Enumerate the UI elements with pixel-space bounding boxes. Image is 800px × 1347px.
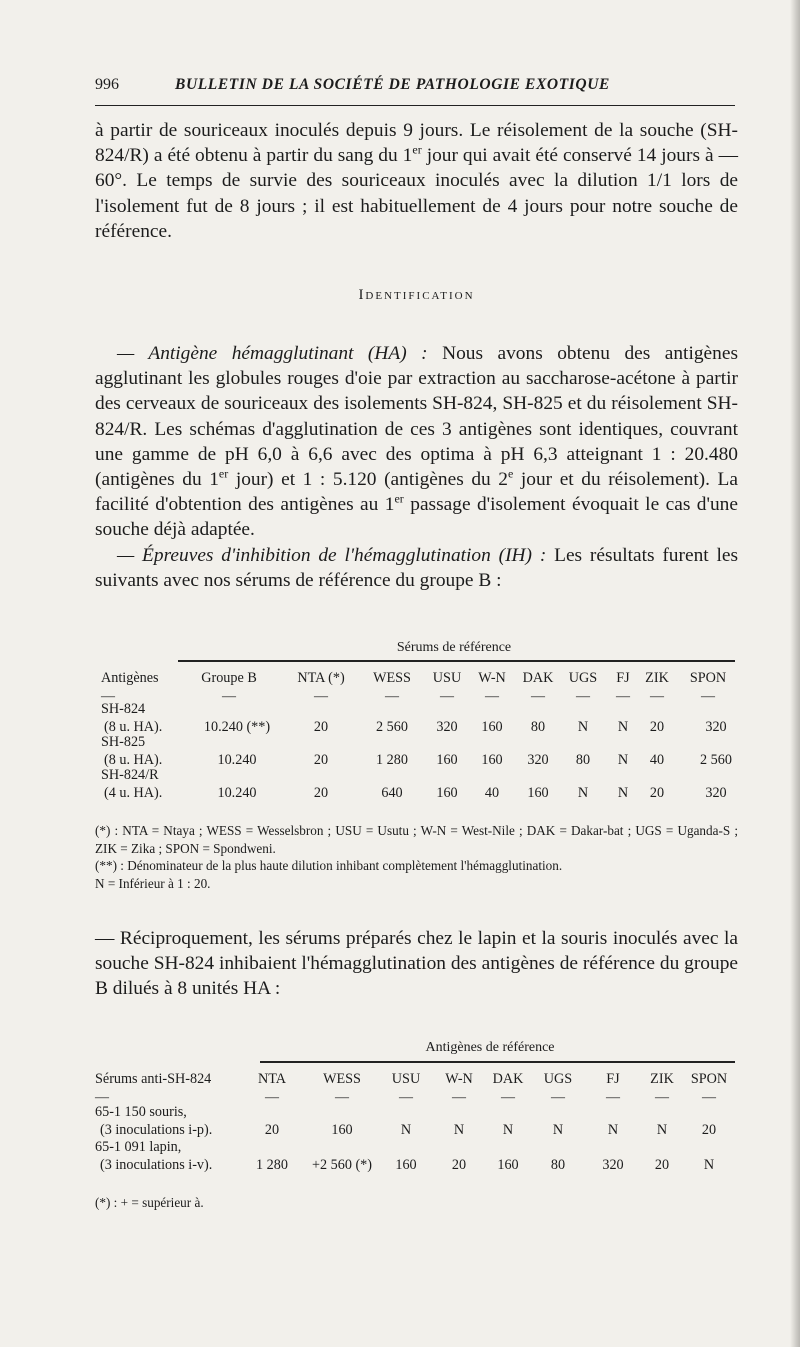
table-cell: N: [617, 785, 629, 801]
table-cell: 160: [331, 1122, 353, 1138]
table-group-brace: [260, 1061, 735, 1063]
table-cell: 160: [395, 1157, 417, 1173]
table-cell: 320: [602, 1157, 624, 1173]
table-header-dash: —: [576, 689, 590, 704]
table-header-dash: —: [222, 689, 236, 704]
table-header-dash: —: [501, 1090, 515, 1105]
table-header-dash: —: [314, 689, 328, 704]
table-header-dash: —: [531, 689, 545, 704]
table-header-cell: WESS: [373, 670, 411, 686]
table-header-cell: ZIK: [650, 1071, 674, 1087]
table-header-cell: DAK: [492, 1071, 524, 1087]
journal-title: BULLETIN DE LA SOCIÉTÉ DE PATHOLOGIE EXOTIQUE: [175, 76, 610, 93]
table1-note-3: N = Inférieur à 1 : 20.: [95, 875, 211, 891]
paragraph-survival: [95, 118, 738, 244]
table-row-sublabel: (3 inoculations i-p).: [100, 1122, 213, 1138]
table-header-cell: W-N: [478, 670, 506, 686]
table-header-dash: —: [616, 689, 630, 704]
table-cell: 640: [381, 785, 403, 801]
table-cell: 20: [313, 719, 329, 735]
ha-lead: — Antigène hémagglutinant (HA) :: [117, 343, 428, 364]
table-cell: 320: [436, 719, 458, 735]
table-cell: N: [453, 1122, 465, 1138]
table-cell: 20: [313, 785, 329, 801]
table-cell: 320: [705, 719, 727, 735]
table-header-cell: W-N: [445, 1071, 473, 1087]
table-cell: 160: [481, 719, 503, 735]
table-cell: 160: [436, 785, 458, 801]
table-cell: 20: [264, 1122, 280, 1138]
table-cell: 320: [705, 785, 727, 801]
table-header-cell: WESS: [323, 1071, 361, 1087]
table-header-cell: FJ: [616, 670, 630, 686]
table-cell: N: [617, 752, 629, 768]
table-row-label: SH-824: [101, 701, 146, 717]
table-cell: N: [502, 1122, 514, 1138]
table-cell: N: [703, 1157, 715, 1173]
table-cell: N: [577, 719, 589, 735]
table-cell: N: [656, 1122, 668, 1138]
table-cell: 20: [701, 1122, 717, 1138]
table-row-label: SH-824/R: [101, 767, 159, 783]
table-header-cell: ZIK: [645, 670, 669, 686]
paragraph-ha-ih: [95, 341, 738, 593]
table-cell: 10.240: [217, 752, 257, 768]
table-cell: 40: [649, 752, 665, 768]
table-header-dash: —: [101, 689, 115, 704]
table-cell: 20: [649, 785, 665, 801]
table-header-cell: Antigènes: [101, 670, 159, 686]
header-rule: [95, 105, 735, 106]
page-edge-shadow: [790, 0, 800, 1347]
table-cell: 20: [313, 752, 329, 768]
table-cell: N: [400, 1122, 412, 1138]
table-cell: 80: [530, 719, 546, 735]
table-cell: 320: [527, 752, 549, 768]
table-row-sublabel: (4 u. HA).: [104, 785, 163, 801]
table-cell: 160: [527, 785, 549, 801]
table-cell: 10.240: [217, 785, 257, 801]
table-header-dash: —: [440, 689, 454, 704]
table-row-label: 65-1 150 souris,: [95, 1104, 187, 1120]
table-header-cell: UGS: [568, 670, 598, 686]
ih-text: Les résultats furent les suivants avec nos sérums de référence du groupe B :: [95, 544, 739, 591]
table-header-dash: —: [551, 1090, 565, 1105]
table-cell: 160: [497, 1157, 519, 1173]
table-header-cell: SPON: [689, 670, 727, 686]
table-header-dash: —: [655, 1090, 669, 1105]
page-number: 996: [95, 76, 119, 93]
section-title: Identification: [358, 287, 475, 303]
table-header-dash: —: [335, 1090, 349, 1105]
table-header-dash: —: [399, 1090, 413, 1105]
table-row-label: 65-1 091 lapin,: [95, 1139, 182, 1155]
table1-note-2: (**) : Dénominateur de la plus haute dilution inhibant complètement l'hémagglutination.: [95, 858, 563, 873]
table-row-label: SH-825: [101, 734, 146, 750]
table-header-dash: —: [265, 1090, 279, 1105]
table-header-dash: —: [606, 1090, 620, 1105]
table-header-cell: NTA (*): [297, 670, 345, 686]
ih-lead: — Épreuves d'inhibition de l'hémagglutination (IH) :: [117, 544, 547, 566]
table-cell: 10.240 (**): [203, 719, 271, 735]
table-row-sublabel: (8 u. HA).: [104, 719, 163, 735]
table-header-cell: USU: [432, 670, 462, 686]
table-cell: 160: [481, 752, 503, 768]
table-cell: N: [607, 1122, 619, 1138]
table-cell: 1 280: [376, 752, 408, 768]
table-cell: 20: [654, 1157, 670, 1173]
table-cell: 80: [575, 752, 591, 768]
running-header: [95, 76, 735, 100]
table-cell: 2 560: [376, 719, 408, 735]
table-cell: N: [577, 785, 589, 801]
table2-notes: [95, 1194, 738, 1212]
table-cell: +2 560 (*): [311, 1157, 373, 1173]
table-header-dash: —: [701, 689, 715, 704]
table-cell: N: [552, 1122, 564, 1138]
table-header-dash: —: [650, 689, 664, 704]
table-header-cell: DAK: [522, 670, 554, 686]
table-cell: 20: [451, 1157, 467, 1173]
paragraph-reciprocal: — Réciproquement, les sérums préparés chez le lapin et la souris inoculés avec la souche SH-824 inhibaient l'hémagglutination des antigènes de référence du groupe B dilués à 8 unités HA :: [95, 928, 738, 1000]
table-group-label: Antigènes de référence: [425, 1040, 555, 1055]
table-group-label: Sérums de référence: [396, 640, 512, 655]
ha-text: Nous avons obtenu des antigènes agglutinant les globules rouges d'oie par extraction au saccharose-acétone à partir des cerveaux de souriceaux des isolements SH-824, SH-825 et du réisolement SH-824/R. Les schémas d'agglutination de ces 3 antigènes sont identiques, couvrant une gamme de pH 6,0 à 6,6 avec des optima à pH 6,3 atteignant 1 : 20.480 (antigènes du 1er jour) et 1 : 5.120 (antigènes du 2e jour et du réisolement). La facilité d'obtention des antigènes au 1er passage d'isolement évoquait le cas d'une souche déjà adaptée.: [95, 343, 738, 541]
table-header-dash: —: [702, 1090, 716, 1105]
table-header-cell: SPON: [690, 1071, 728, 1087]
table-row-sublabel: (8 u. HA).: [104, 752, 163, 768]
table-cell: 2 560: [700, 752, 732, 768]
table-header-cell: FJ: [606, 1071, 620, 1087]
table1-note-1: (*) : NTA = Ntaya ; WESS = Wesselsbron ; USU = Usutu ; W-N = West-Nile ; DAK = Dakar-bat ; UGS = Uganda-S ; ZIK = Zika ; SPON = Spondweni.: [95, 823, 738, 856]
table-header-cell: USU: [391, 1071, 421, 1087]
table-header-cell: NTA: [257, 1071, 287, 1087]
table-cell: 20: [649, 719, 665, 735]
table-header-cell: UGS: [543, 1071, 573, 1087]
table-header-dash: —: [485, 689, 499, 704]
table-cell: 40: [484, 785, 500, 801]
table-cell: N: [617, 719, 629, 735]
table-cell: 160: [436, 752, 458, 768]
table-header-cell: Groupe B: [201, 670, 257, 686]
table2-note-1: (*) : + = supérieur à.: [95, 1195, 204, 1210]
table1-notes: [95, 822, 738, 892]
table-header-cell: Sérums anti-SH-824: [95, 1071, 212, 1087]
paragraph-survival-text: à partir de souriceaux inoculés depuis 9 jours. Le réisolement de la souche (SH-824/R) a été obtenu à partir du sang du 1er jour qui avait été conservé 14 jours à — 60°. Le temps de survie des souriceaux inoculés avec la dilution 1/1 lors de l'isolement fut de 8 jours ; il est habituellement de 4 jours pour notre souche de référence.: [95, 120, 738, 242]
table-cell: 80: [550, 1157, 566, 1173]
table-header-dash: —: [452, 1090, 466, 1105]
table-row-sublabel: (3 inoculations i-v).: [100, 1157, 213, 1173]
table-cell: 1 280: [256, 1157, 288, 1173]
table-header-dash: —: [95, 1090, 109, 1105]
table-header-dash: —: [385, 689, 399, 704]
table-group-brace: [178, 660, 735, 662]
